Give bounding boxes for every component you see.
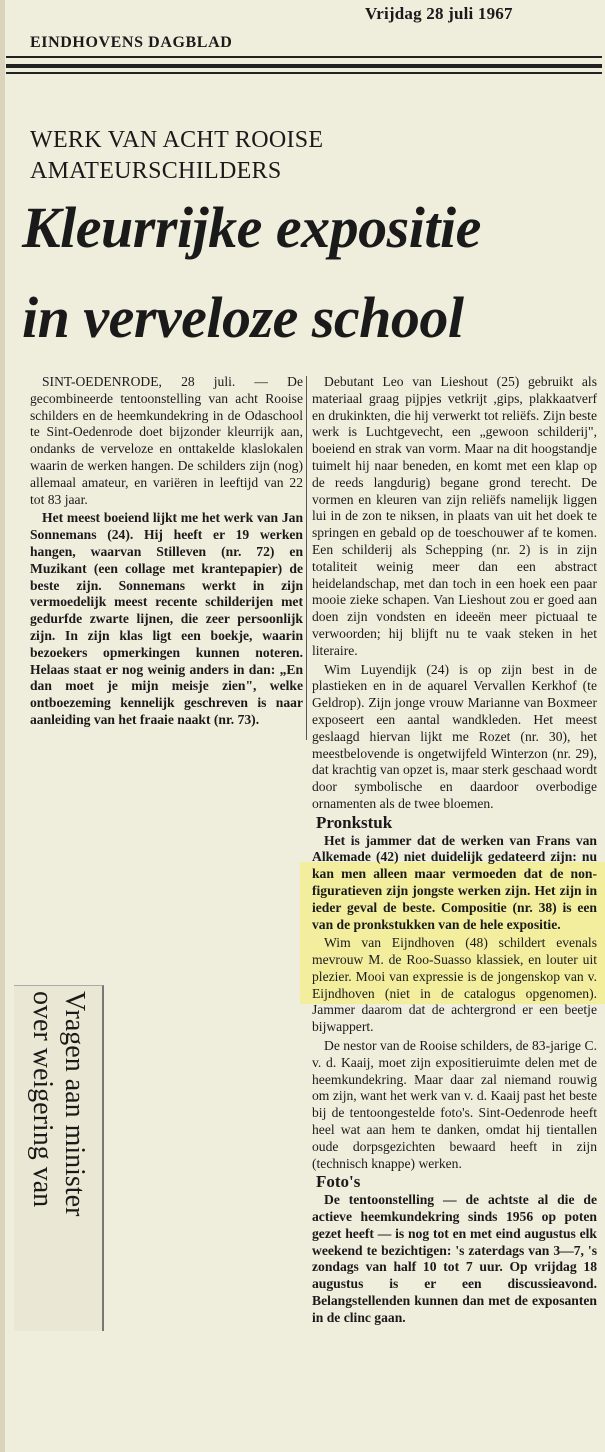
masthead-rule-thin-2 — [6, 72, 602, 74]
masthead-rule-thin — [6, 56, 602, 58]
clipping-line-2: over weigering van — [27, 991, 58, 1208]
newspaper-name: EINDHOVENS DAGBLAD — [30, 34, 233, 51]
subheading-fotos: Foto's — [316, 1172, 361, 1192]
article-column-left — [30, 374, 303, 731]
paragraph: De nestor van de Rooise schilders, de 83-jarige C. v. d. Kaaij, moet zijn expositieruimte delen met de heemkundekring. Maar daar zal niemand rouwig om zijn, want het werk van v. d. Kaaij past het beste bij de tentoongestelde foto's. Sint-Oedenrode heeft heel wat aan hem te danken, omdat hij tientallen oude dorpsgezichten bewaard heeft in zijn (technisch knappe) werken. — [312, 1038, 597, 1171]
kicker-line-1: WERK VAN ACHT ROOISE — [30, 127, 324, 153]
clipping-headline — [20, 991, 90, 1327]
paragraph: Wim van Eijndhoven (48) schildert evenals mevrouw M. de Roo-Suasso klassiek, en louter uit plezier. Mooi van expressie is de jongenskop van v. Eijndhoven (niet in de catalogus opgenomen). Jammer daarom dat de achtergrond er een beetje bijwappert. — [312, 935, 597, 1035]
subheading-pronkstuk: Pronkstuk — [316, 812, 393, 832]
masthead-rule-thick — [6, 64, 602, 68]
paragraph: SINT-OEDENRODE, 28 juli. — De gecombineerde tentoonstelling van acht Rooise schilders en de heemkundekring in de Odaschool te Sint-Oedenrode doet bijzonder kleurrijk aan, ondanks de verveloze en onttakelde klaslokalen waarin de werken hangen. De schilders zijn (nog) allemaal amateur, en variëren in leeftijd van 22 tot 83 jaar. — [30, 374, 303, 507]
paragraph: Het meest boeiend lijkt me het werk van Jan Sonnemans (24). Hij heeft er 19 werken hangen, waarvan Stilleven (nr. 72) en Muzikant (een collage met krantepapier) de beste zijn. Sonnemans werkt in zijn vermoedelijk meest recente schilderijen met gedurfde zwarte lijnen, die zeer persoonlijk zijn. In zijn klas ligt een boekje, waarin bezoekers opmerkingen kunnen noteren. Helaas staat er nog weinig anders in dan: „En dan moet je mijn meisje zien", welke ontboezeming kennelijk geschreven is naar aanleiding van het fraaie naakt (nr. 73). — [30, 510, 303, 727]
paragraph: De tentoonstelling — de achtste al die de actieve heemkundekring sinds 1956 op poten gezet heeft — is nog tot en met eind augustus elk weekend te bezichtigen: 's zaterdags van 3—7, 's zondags van half 10 tot 7 uur. Op vrijdag 18 augustus is er een discussieavond. Belangstellenden kunnen dan met de exposanten in de clinc gaan. — [312, 1192, 597, 1325]
paragraph: Wim Luyendijk (24) is op zijn best in de plastieken en in de aquarel Vervallen Kerkhof (te Geldrop). Zijn jonge vrouw Marianne van Boxmeer exposeert een aantal wandkleden. Het meest geslaagd hiervan lijkt me Rozet (nr. 30), het meestbelovende is ongetwijfeld Winterzon (nr. 29), dat krachtig van opzet is, maar sterk geschaad wordt door symbolische en daardoor overbodige ornamenten als de twee bloemen. — [312, 661, 597, 811]
article-column-right — [312, 374, 597, 1329]
kicker-line-2: AMATEURSCHILDERS — [30, 158, 282, 184]
headline-line-1: Kleurrijke expositie — [22, 195, 481, 260]
paragraph: Debutant Leo van Lieshout (25) gebruikt als materiaal graag pijpjes vetkrijt ,gips, plakkaatverf en drukinkten, die hij verwerkt tot reliëfs. Zijn beste werk is Luchtgevecht, een „gewoon schilderij", boeiend en strak van vorm. Maar na dit hoogstandje tuimelt hij naar beneden, en komt met een klap op de reeds langdurig) begane grond terecht. De vormen en kleuren van zijn reliëfs namelijk liggen lui in de zon te niksen, in plaats van uit het doek te springen en gebald op de toeschouwer af te komen. Een schilderij als Schepping (nr. 2) is in zijn totaliteit weinig meer dan een abstract heidelandschap, met dan toch in een hoek een paar mooie zieke schapen. Van Lieshout zou er goed aan doen zijn vondsten en ideeën meer pictuaal te verwoorden; hij blijft nu te vaak steken in het literaire. — [312, 374, 597, 658]
paragraph: Het is jammer dat de werken van Frans van Alkemade (42) niet duidelijk gedateerd zijn: nu kan men alleen maar vermoeden dat de non-figuratieven zijn jongste werken zijn. Het zijn in ieder geval de beste. Compositie (nr. 38) is een van de pronkstukken van de hele expositie. — [312, 832, 597, 932]
publication-date: Vrijdag 28 juli 1967 — [365, 4, 513, 23]
headline-line-2: in verveloze school — [22, 285, 464, 350]
page-edge — [0, 0, 5, 1452]
clipping-line-1: Vragen aan minister — [59, 991, 90, 1217]
column-divider — [306, 376, 307, 740]
